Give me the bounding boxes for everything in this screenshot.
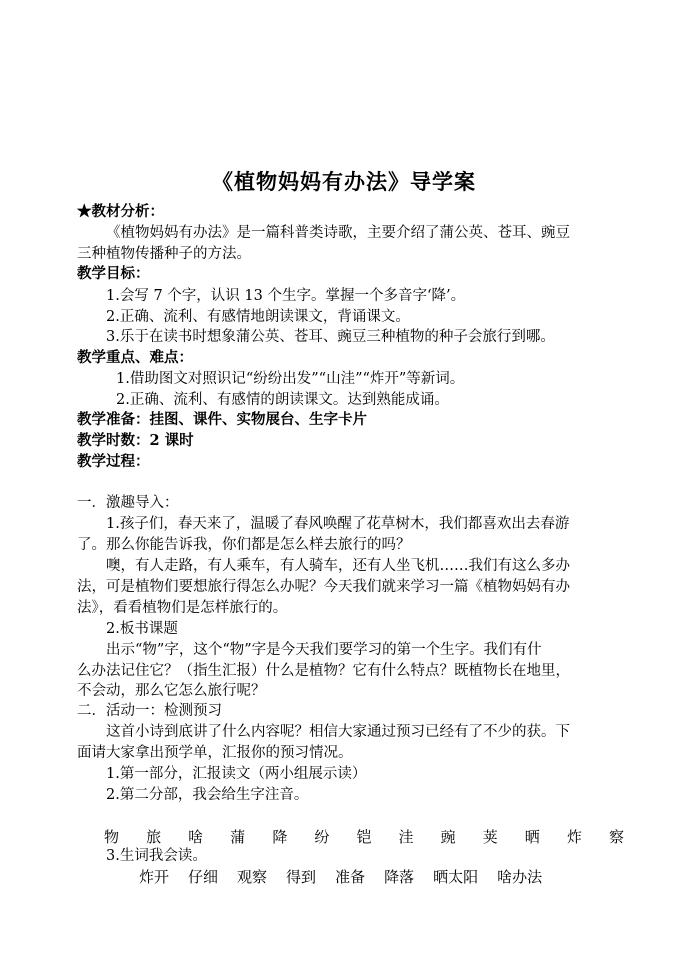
character: 察 [608,828,624,846]
paragraph-line: 2.板书课题 [106,621,178,637]
character: 晒 [524,828,540,846]
character: 洼 [398,828,414,846]
section-heading-focus: 教学重点、难点： [77,349,193,366]
section-heading-intro: 一．激趣导入： [77,495,179,511]
paragraph-line: 《植物妈妈有办法》是一篇科普类诗歌，主要介绍了蒲公英、苍耳、豌豆 [106,225,570,241]
paragraph-line: 法，可是植物们要想旅行得怎么办呢？今天我们就来学习一篇《植物妈妈有办 [77,579,570,595]
word: 降落 [384,868,415,886]
word: 观察 [237,868,268,886]
character: 豌 [440,828,456,846]
page-title: 《植物妈妈有办法》导学案 [212,169,476,194]
paragraph-line: 法》，看看植物们是怎样旅行的。 [77,600,288,616]
character: 旅 [146,828,162,846]
character: 铠 [356,828,372,846]
teaching-preparation: 教学准备：挂图、课件、实物展台、生字卡片 [77,411,367,428]
character: 炸 [566,828,582,846]
section-heading-material: ★教材分析： [77,203,164,220]
focus-item: 1.借助图文对照识记“纷纷出发”“山洼”“炸开”等新词。 [116,371,465,387]
word: 得到 [286,868,317,886]
paragraph-line: 这首小诗到底讲了什么内容呢？相信大家通过预习已经有了不少的获。下 [106,724,570,740]
paragraph-line: 噢，有人走路，有人乘车，有人骑车，还有人坐飞机……我们有这么多办 [106,558,570,574]
goal-item: 2.正确、流利、有感情地朗读课文，背诵课文。 [106,309,410,325]
paragraph-line: 面请大家拿出预学单，汇报你的预习情况。 [77,745,353,761]
character: 蒲 [230,828,246,846]
word: 炸开 [139,868,170,886]
goal-item: 1.会写 7 个字，认识 13 个生字。掌握一个多音字‘降’。 [106,288,466,304]
section-heading-process: 教学过程： [77,453,150,470]
teaching-hours: 教学时数：2 课时 [77,432,194,449]
word: 晒太阳 [433,868,479,886]
paragraph-line: 不会动，那么它怎么旅行呢？ [77,683,266,699]
character: 啥 [188,828,204,846]
paragraph-line: 么办法记住它？（指生汇报）什么是植物？它有什么特点？既植物长在地里， [77,663,570,679]
paragraph-line: 1.第一部分，汇报读文（两小组展示读） [106,766,367,782]
word: 仔细 [188,868,219,886]
character: 物 [104,828,120,846]
paragraph-line: 3.生词我会读。 [106,848,207,864]
character: 纷 [314,828,330,846]
paragraph-line: 2.第二分部，我会给生字注音。 [106,787,309,803]
character: 荚 [482,828,498,846]
paragraph-line: 1.孩子们，春天来了，温暖了春风唤醒了花草树木，我们都喜欢出去春游 [106,516,570,532]
section-heading-activity: 二．活动一：检测预习 [77,703,222,719]
character: 降 [272,828,288,846]
section-heading-goals: 教学目标： [77,265,150,282]
goal-item: 3.乐于在读书时想象蒲公英、苍耳、豌豆三种植物的种子会旅行到哪。 [106,329,555,345]
focus-item: 2.正确、流利、有感情的朗读课文。达到熟能成诵。 [116,392,449,408]
new-character-list [104,826,624,847]
word: 啥办法 [497,868,543,886]
paragraph-line: 了。那么你能告诉我，你们都是怎么样去旅行的吗？ [77,537,411,553]
paragraph-line: 出示“物”字，这个“物”字是今天我们要学习的第一个生字。我们有什 [106,642,542,658]
word: 准备 [335,868,366,886]
word-list [139,866,542,887]
paragraph-line: 三种植物传播种子的方法。 [77,246,251,262]
